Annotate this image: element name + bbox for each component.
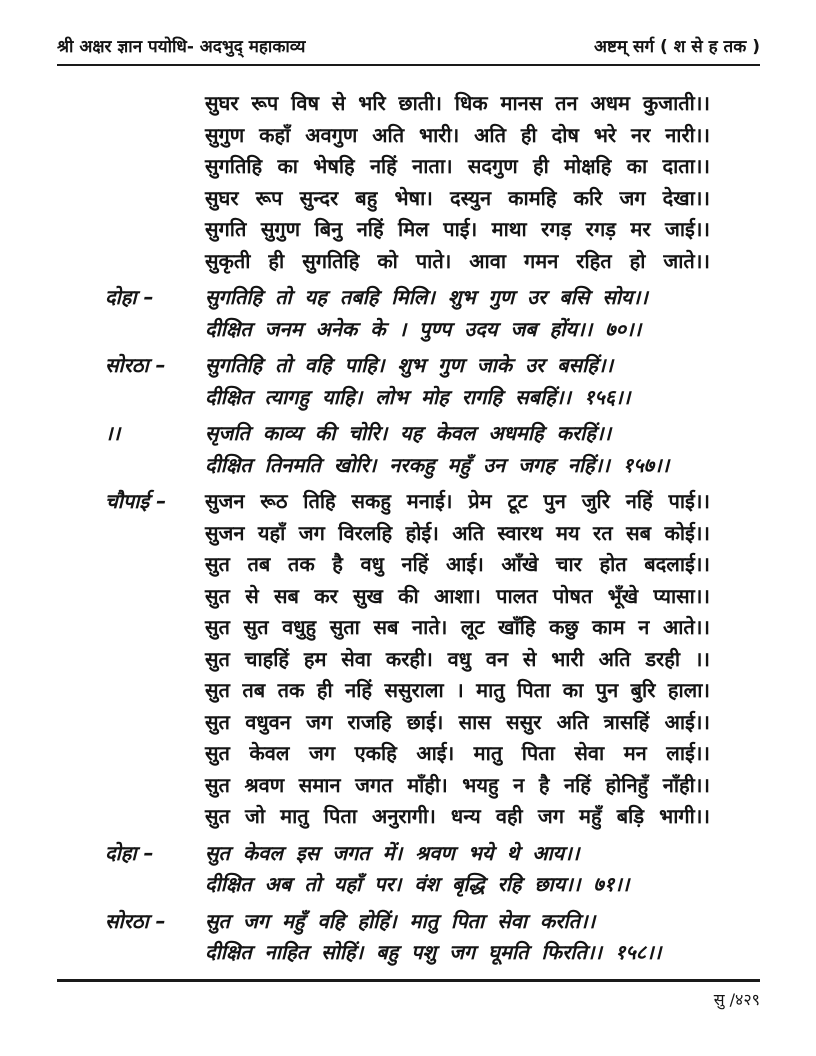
verse-line: सुत जो मातु पिता अनुरागी। धन्य वही जग महुँ बड़ि भागी।।: [205, 804, 710, 828]
verse-section: [105, 838, 710, 901]
section-label: ।।: [105, 421, 121, 445]
verse-line: सुत से सब कर सुख की आशा। पालत पोषत भूँखे प्यासा।।: [205, 583, 710, 608]
verse-line: सुघर रूप सुन्दर बहु भेषा। दस्युन कामहि करि जग देखा।।: [205, 185, 710, 210]
book-title: श्री अक्षर ज्ञान पयोधि- अदभुद् महाकाव्य: [57, 37, 306, 57]
footer-rule: [57, 979, 760, 982]
chapter-title: अष्टम् सर्ग ( श से ह तक ): [594, 37, 760, 57]
verse-section: [105, 282, 710, 345]
section-lines: [205, 906, 710, 969]
verse-section: [105, 418, 710, 481]
verse-line: दीक्षित नाहित सोहिं। बहु पशु जग घूमति फिरति।। १५८।।: [205, 940, 662, 964]
verse-line: सुकृती ही सुगतिहि को पाते। आवा गमन रहित हो जाते।।: [205, 248, 710, 273]
verse-line: दीक्षित त्यागहु याहि। लोभ मोह रागहि सबहिं।। १५६।।: [205, 384, 631, 409]
verse-line: सुत केवल इस जगत में। श्रवण भये थे आय।।: [205, 840, 580, 865]
verse-section: [105, 486, 710, 833]
verse-line: सुजन यहाँ जग विरलहि होई। अति स्वारथ मय रत सब कोई।।: [205, 520, 710, 545]
verse-line: सृजति काव्य की चोरि। यह केवल अधमहि करहिं।।: [205, 421, 612, 445]
page-number: सु /४२९: [713, 990, 760, 1009]
section-label: सोरठा –: [105, 353, 166, 377]
verse-line: सुत वधुवन जग राजहि छाई। सास ससुर अति त्रासहिं आई।।: [205, 709, 710, 734]
verse-line: सुत श्रवण समान जगत माँही। भयहु न है नहिं होनिहुँ नाँही।।: [205, 772, 710, 797]
section-lines: [205, 88, 710, 277]
verse-content: [105, 88, 710, 969]
section-label: सोरठा –: [105, 908, 166, 933]
verse-line: सुत तब तक ही नहिं ससुराला । मातु पिता का पुन बुरि हाला।: [205, 678, 710, 702]
verse-line: सुगुण कहाँ अवगुण अति भारी। अति ही दोष भरे नर नारी।।: [205, 122, 710, 147]
running-head: [57, 34, 760, 57]
page-header: [57, 34, 760, 66]
section-lines: [205, 418, 710, 481]
verse-line: सुगतिहि तो यह तबहि मिलि। शुभ गुण उर बसि सोय।।: [205, 285, 648, 309]
section-label: चौपाई –: [105, 489, 167, 513]
verse-line: सुत तब तक है वधु नहिं आई। आँखे चार होत बदलाई।।: [205, 552, 710, 576]
section-label: दोहा –: [105, 840, 154, 865]
verse-line: सुत केवल जग एकहि आई। मातु पिता सेवा मन लाई।।: [205, 741, 710, 765]
verse-line: दीक्षित जनम अनेक के । पुण्प उदय जब होंय।। ७०।।: [205, 316, 642, 341]
verse-line: दीक्षित अब तो यहाँ पर। वंश बृद्धि रहि छाय।। ७१।।: [205, 872, 630, 896]
verse-line: दीक्षित तिनमति खोरि। नरकहु महुँ उन जगह नहिं।। १५७।।: [205, 452, 670, 477]
verse-section: [105, 88, 710, 277]
verse-line: सुजन रूठ तिहि सकहु मनाई। प्रेम टूट पुन जुरि नहिं पाई।।: [205, 489, 710, 513]
section-lines: [205, 350, 710, 413]
verse-line: सुघर रूप विष से भरि छाती। धिक मानस तन अधम कुजाती।।: [205, 91, 710, 115]
section-label: दोहा –: [105, 285, 154, 309]
verse-section: [105, 906, 710, 969]
verse-line: सुगतिहि का भेषहि नहिं नाता। सदगुण ही मोक्षहि का दाता।।: [205, 154, 710, 178]
verse-line: सुत चाहहिं हम सेवा करही। वधु वन से भारी अति डरही ।।: [205, 646, 710, 671]
header-rule: [57, 64, 760, 66]
section-lines: [205, 486, 710, 833]
verse-section: [105, 350, 710, 413]
section-lines: [205, 282, 710, 345]
page-footer: [57, 979, 760, 1010]
verse-line: सुगति सुगुण बिनु नहिं मिल पाई। माथा रगड़ रगड़ मर जाई।।: [205, 217, 710, 241]
section-lines: [205, 838, 710, 901]
verse-line: सुत जग महुँ वहि होहिं। मातु पिता सेवा करति।।: [205, 908, 596, 933]
verse-line: सुत सुत वधुहु सुता सब नाते। लूट खाँहि कछु काम न आते।।: [205, 615, 710, 639]
verse-line: सुगतिहि तो वहि पाहि। शुभ गुण जाके उर बसहिं।।: [205, 353, 614, 377]
